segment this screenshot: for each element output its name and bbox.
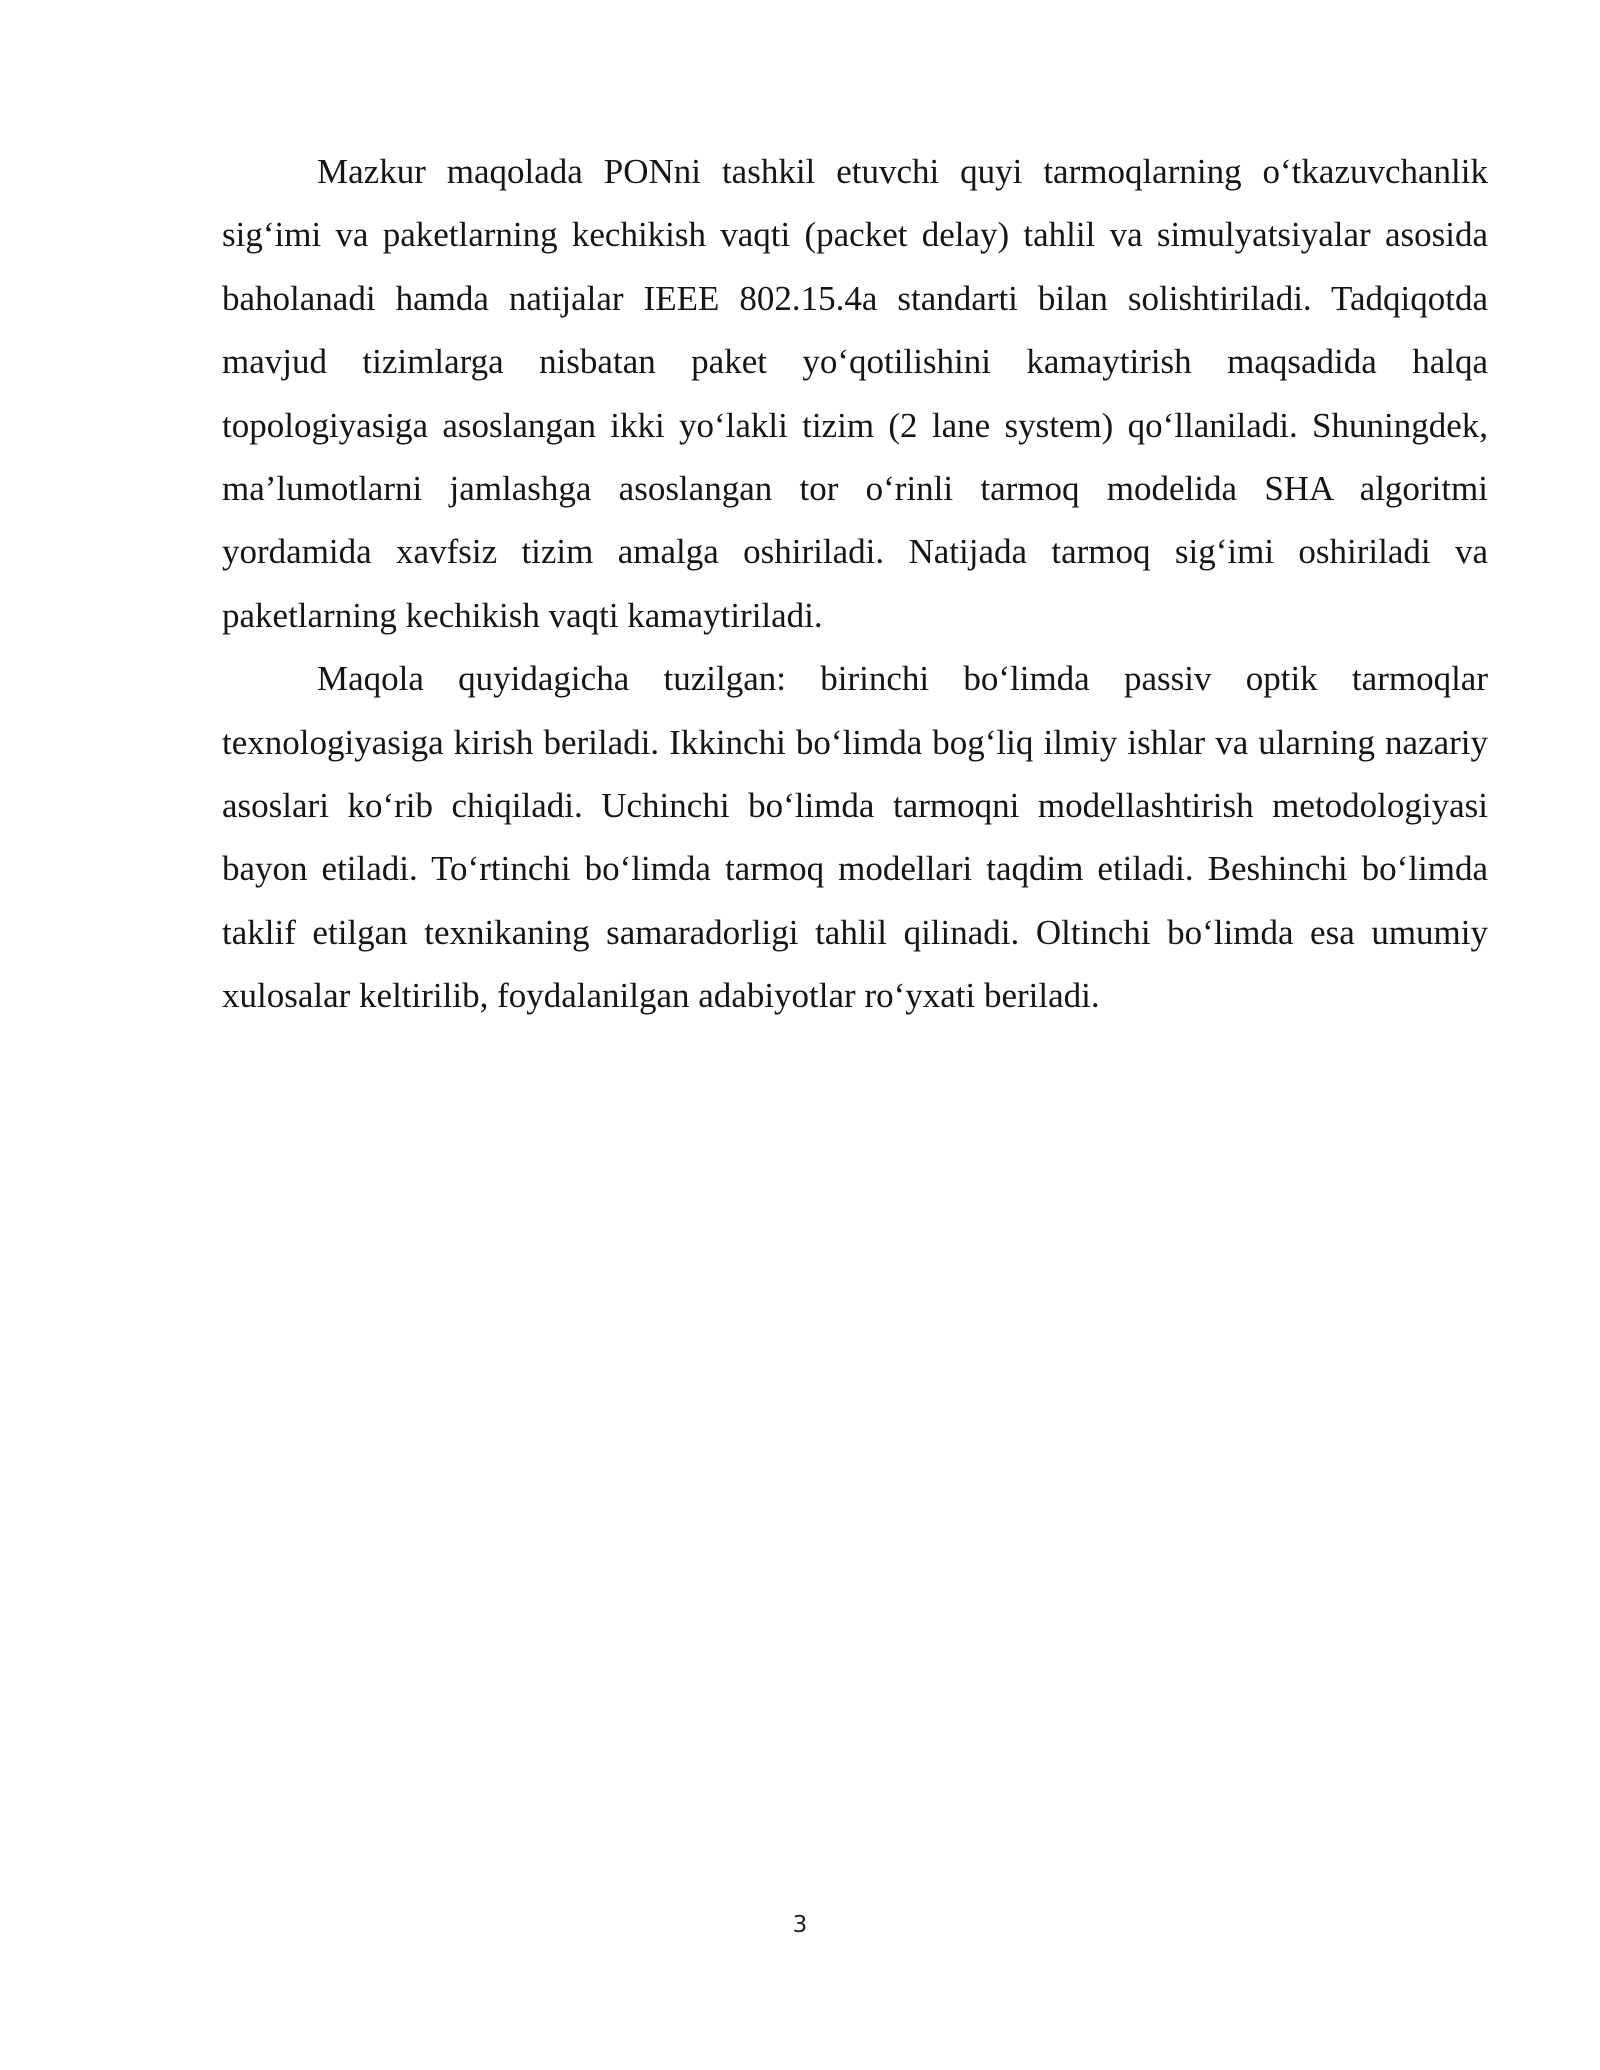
page-number: 3 — [792, 1912, 808, 1938]
paragraph-1: Mazkur maqolada PONni tashkil etuvchi quyi tarmoqlarning o‘tkazuvchanlik sig‘imi va paketlarning kechikish vaqti (packet delay) tahlil va simulyatsiyalar asosida baholanadi hamda natijalar IEEE 802.15.4a standarti bilan solishtiriladi. Tadqiqotda mavjud tizimlarga nisbatan paket yo‘qotilishini kamaytirish maqsadida halqa topologiyasiga asoslangan ikki yo‘lakli tizim (2 lane system) qo‘llaniladi. Shuningdek, ma’lumotlarni jamlashga asoslangan tor o‘rinli tarmoq modelida SHA algoritmi yordamida xavfsiz tizim amalga oshiriladi. Natijada tarmoq sig‘imi oshiriladi va paketlarning kechikish vaqti kamaytiriladi. — [222, 152, 1488, 635]
page-body — [222, 140, 1488, 1028]
paragraph-2: Maqola quyidagicha tuzilgan: birinchi bo‘limda passiv optik tarmoqlar texnologiyasiga kirish beriladi. Ikkinchi bo‘limda bog‘liq ilmiy ishlar va ularning nazariy asoslari ko‘rib chiqiladi. Uchinchi bo‘limda tarmoqni modellashtirish metodologiyasi bayon etiladi. To‘rtinchi bo‘limda tarmoq modellari taqdim etiladi. Beshinchi bo‘limda taklif etilgan texnikaning samaradorligi tahlil qilinadi. Oltinchi bo‘limda esa umumiy xulosalar keltirilib, foydalanilgan adabiyotlar ro‘yxati beriladi. — [222, 659, 1488, 1016]
